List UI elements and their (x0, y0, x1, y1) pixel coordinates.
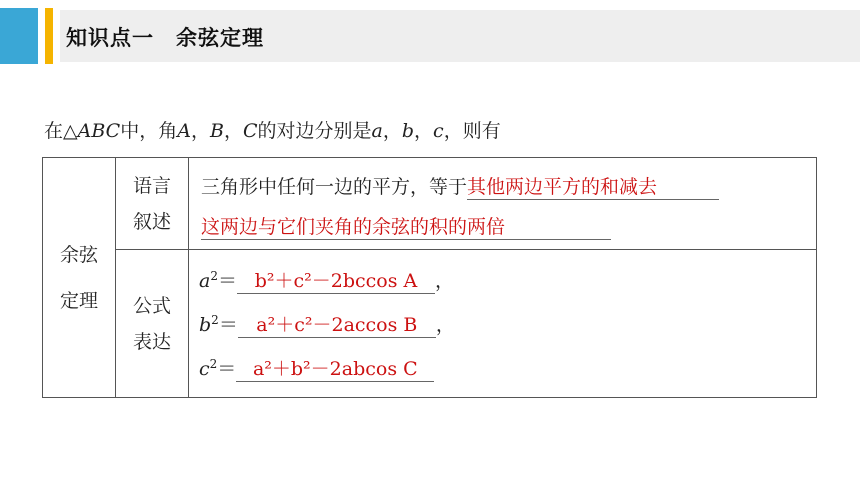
topic-label: 定理 (59, 289, 98, 312)
formula-variable: c (199, 358, 210, 380)
language-statement-cell (189, 158, 817, 250)
intro-separator: ， (382, 120, 402, 142)
side-a: a (371, 120, 383, 142)
answer-blank-1: 其他两边平方的和减去 (467, 172, 719, 200)
cosine-law-table (42, 157, 817, 398)
intro-separator: ， (223, 120, 243, 142)
formula-label: 表达 (132, 330, 171, 353)
formula-exponent: 2 (209, 357, 218, 371)
language-line-2 (201, 212, 611, 240)
formula-variable: b (199, 314, 212, 336)
angle-b: B (209, 120, 224, 142)
formula-b (199, 310, 455, 338)
section-title: 知识点一 余弦定理 (66, 26, 264, 50)
intro-separator: ， (190, 120, 210, 142)
language-label-cell (116, 158, 189, 250)
triangle-name: ABC (77, 120, 121, 142)
equals-sign: ＝ (217, 358, 237, 380)
formula-variable: a (199, 270, 211, 292)
formula-comma: ， (434, 270, 454, 292)
intro-text: ，则有 (443, 120, 501, 142)
language-label: 语言 (132, 174, 171, 197)
equals-sign: ＝ (218, 314, 238, 336)
formula-exponent: 2 (211, 313, 219, 327)
formula-c (199, 354, 434, 382)
intro-text: 的对边分别是 (257, 120, 372, 142)
formula-cell (189, 250, 817, 398)
formula-answer-a: b²＋c²－2bccos A (237, 266, 435, 294)
formula-label: 公式 (132, 294, 171, 317)
equals-sign: ＝ (217, 270, 237, 292)
formula-answer-c: a²＋b²－2abcos C (236, 354, 434, 382)
answer-blank-2: 这两边与它们夹角的余弦的积的两倍 (201, 212, 611, 240)
formula-exponent: 2 (210, 269, 218, 283)
statement-prefix: 三角形中任何一边的平方，等于 (201, 176, 468, 198)
intro-sentence (44, 116, 501, 143)
formula-comma: ， (435, 314, 455, 336)
header-accent-bar-blue (0, 8, 38, 64)
angle-a: A (177, 120, 191, 142)
side-b: b (401, 120, 415, 142)
intro-text: 中，角 (120, 120, 178, 142)
topic-label: 余弦 (59, 243, 98, 266)
intro-text: 在△ (44, 120, 78, 142)
formula-answer-b: a²＋c²－2accos B (238, 310, 436, 338)
formula-a (199, 266, 454, 294)
topic-cell (43, 158, 116, 398)
language-label: 叙述 (132, 210, 171, 233)
angle-c: C (242, 120, 258, 142)
intro-separator: ， (414, 120, 434, 142)
header-accent-bar-yellow (45, 8, 53, 64)
language-line-1 (201, 172, 719, 200)
formula-label-cell (116, 250, 189, 398)
side-c: c (433, 120, 444, 142)
